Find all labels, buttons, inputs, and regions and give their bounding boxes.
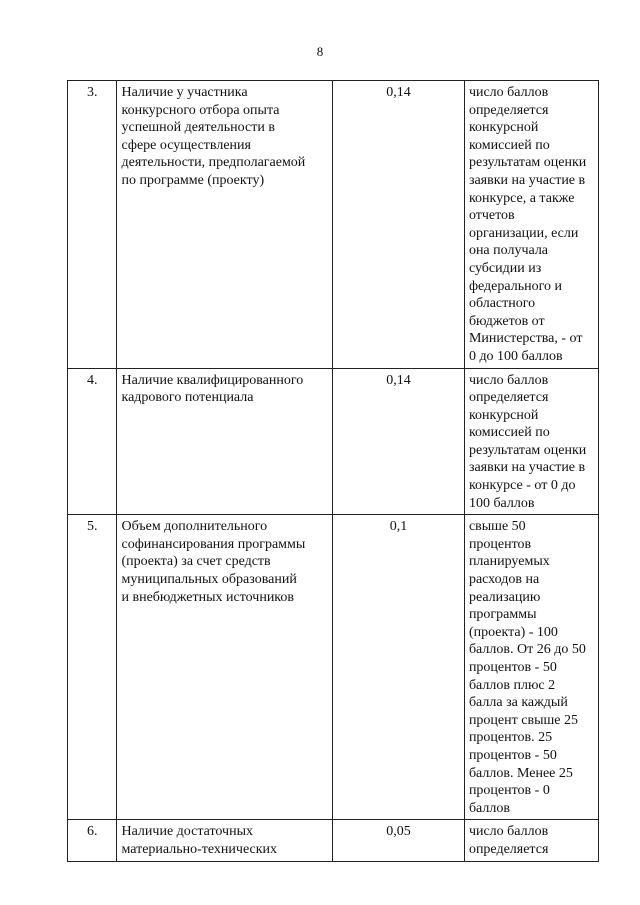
table-row	[68, 820, 599, 861]
scoring-rule-text-line: она получала	[468, 243, 549, 259]
scoring-rule-cell	[464, 820, 598, 861]
row-number: 3.	[86, 85, 98, 100]
row-number-cell	[68, 368, 117, 515]
scoring-rule-text-line: баллов	[468, 800, 510, 816]
criterion-text-line: Наличие квалифицированного	[121, 372, 304, 388]
scoring-rule-text-line: процентов - 0	[468, 783, 550, 799]
weight-value: 0,14	[386, 85, 411, 100]
weight-value: 0,14	[386, 372, 411, 388]
row-number-cell	[68, 515, 117, 820]
scoring-rule-text-line: заявки на участие в	[468, 460, 586, 476]
criterion-cell	[117, 368, 332, 515]
criterion-cell	[117, 820, 332, 861]
scoring-rule-text-line: расходов на	[468, 572, 540, 588]
scoring-rule-text-line: заявки на участие в	[468, 172, 586, 188]
criterion-text-line: муниципальных образований	[121, 572, 297, 588]
scoring-rule-text-line: процентов. 25	[468, 730, 553, 746]
scoring-rule-text-line: результатам оценки	[468, 442, 587, 458]
table-row	[68, 81, 599, 369]
scoring-rule-text-line: процентов	[468, 536, 532, 552]
criterion-text-line: и внебюджетных источников	[121, 589, 295, 605]
scoring-rule-text-line: балла за каждый	[468, 695, 568, 711]
scoring-rule-cell	[464, 515, 598, 820]
scoring-rule-text-line: процентов - 50	[468, 747, 557, 763]
criteria-table	[67, 80, 599, 862]
scoring-rule-text-line: Министерства, - от	[468, 331, 583, 347]
criterion-cell	[117, 81, 332, 369]
scoring-rule-text-line: определяется	[468, 102, 549, 118]
scoring-rule-text-line: конкурсной	[468, 120, 539, 136]
row-number: 5.	[86, 519, 98, 535]
row-number-cell	[68, 81, 117, 369]
criterion-text-line: Объем дополнительного	[121, 519, 268, 535]
scoring-rule-text-line: комиссией по	[468, 425, 550, 441]
scoring-rule-text-line: определяется	[468, 841, 549, 857]
criterion-text-line: (проекта) за счет средств	[121, 554, 271, 570]
scoring-rule-text-line: баллов. Менее 25	[468, 765, 573, 781]
scoring-rule-text-line: областного	[468, 296, 536, 312]
criterion-text-line: деятельности, предполагаемой	[121, 155, 306, 171]
row-number: 4.	[86, 372, 98, 388]
scoring-rule-text-line: 0 до 100 баллов	[468, 348, 563, 364]
weight-cell	[332, 368, 464, 515]
scoring-rule-text-line: свыше 50	[468, 519, 526, 535]
scoring-rule-text-line: процент свыше 25	[468, 712, 578, 728]
scoring-rule-text-line: конкурсе, а также	[468, 190, 575, 206]
table-row	[68, 515, 599, 820]
criterion-text-line: сфере осуществления	[121, 137, 251, 153]
scoring-rule-text-line: результатам оценки	[468, 155, 587, 171]
scoring-rule-text-line: баллов. От 26 до 50	[468, 642, 586, 658]
scoring-rule-text-line: комиссией по	[468, 137, 550, 153]
row-number-cell	[68, 820, 117, 861]
criterion-text-line: по программе (проекту)	[121, 172, 265, 188]
criterion-text-line: конкурсного отбора опыта	[121, 102, 280, 118]
criterion-text-line: софинансирования программы	[121, 536, 306, 552]
weight-value: 0,1	[389, 519, 408, 535]
scoring-rule-text-line: число баллов	[468, 372, 549, 388]
scoring-rule-text-line: реализацию	[468, 589, 541, 605]
criterion-text-line: Наличие достаточных	[121, 824, 253, 840]
scoring-rule-text-line: программы	[468, 607, 537, 623]
scoring-rule-text-line: процентов - 50	[468, 660, 557, 675]
scoring-rule-text-line: организации, если	[468, 225, 579, 241]
criterion-cell	[117, 515, 332, 820]
criterion-text-line: кадрового потенциала	[121, 390, 254, 406]
criterion-text-line: успешной деятельности в	[121, 120, 275, 136]
scoring-rule-text-line: число баллов	[468, 85, 549, 100]
scoring-rule-cell	[464, 368, 598, 515]
criterion-text-line: Наличие у участника	[121, 85, 248, 100]
scoring-rule-text-line: федерального и	[468, 278, 562, 294]
criterion-text-line: материально-технических	[121, 841, 278, 857]
scoring-rule-cell	[464, 81, 598, 369]
scoring-rule-text-line: 100 баллов	[468, 495, 535, 511]
criteria-table-body	[68, 81, 599, 862]
table-row	[68, 368, 599, 515]
row-number: 6.	[86, 824, 98, 840]
weight-cell	[332, 820, 464, 861]
scoring-rule-text-line: конкурсе - от 0 до	[468, 478, 576, 494]
page-number: 8	[316, 44, 324, 59]
scoring-rule-text-line: конкурсной	[468, 407, 539, 423]
scoring-rule-text-line: бюджетов от	[468, 313, 545, 329]
scoring-rule-text-line: определяется	[468, 390, 549, 406]
scoring-rule-text-line: (проекта) - 100	[468, 624, 558, 640]
scoring-rule-text-line: субсидии из	[468, 260, 542, 276]
weight-cell	[332, 81, 464, 369]
weight-value: 0,05	[386, 824, 411, 840]
weight-cell	[332, 515, 464, 820]
scoring-rule-text-line: отчетов	[468, 208, 515, 224]
scoring-rule-text-line: планируемых	[468, 554, 550, 570]
scoring-rule-text-line: число баллов	[468, 824, 549, 840]
scoring-rule-text-line: баллов плюс 2	[468, 677, 556, 693]
